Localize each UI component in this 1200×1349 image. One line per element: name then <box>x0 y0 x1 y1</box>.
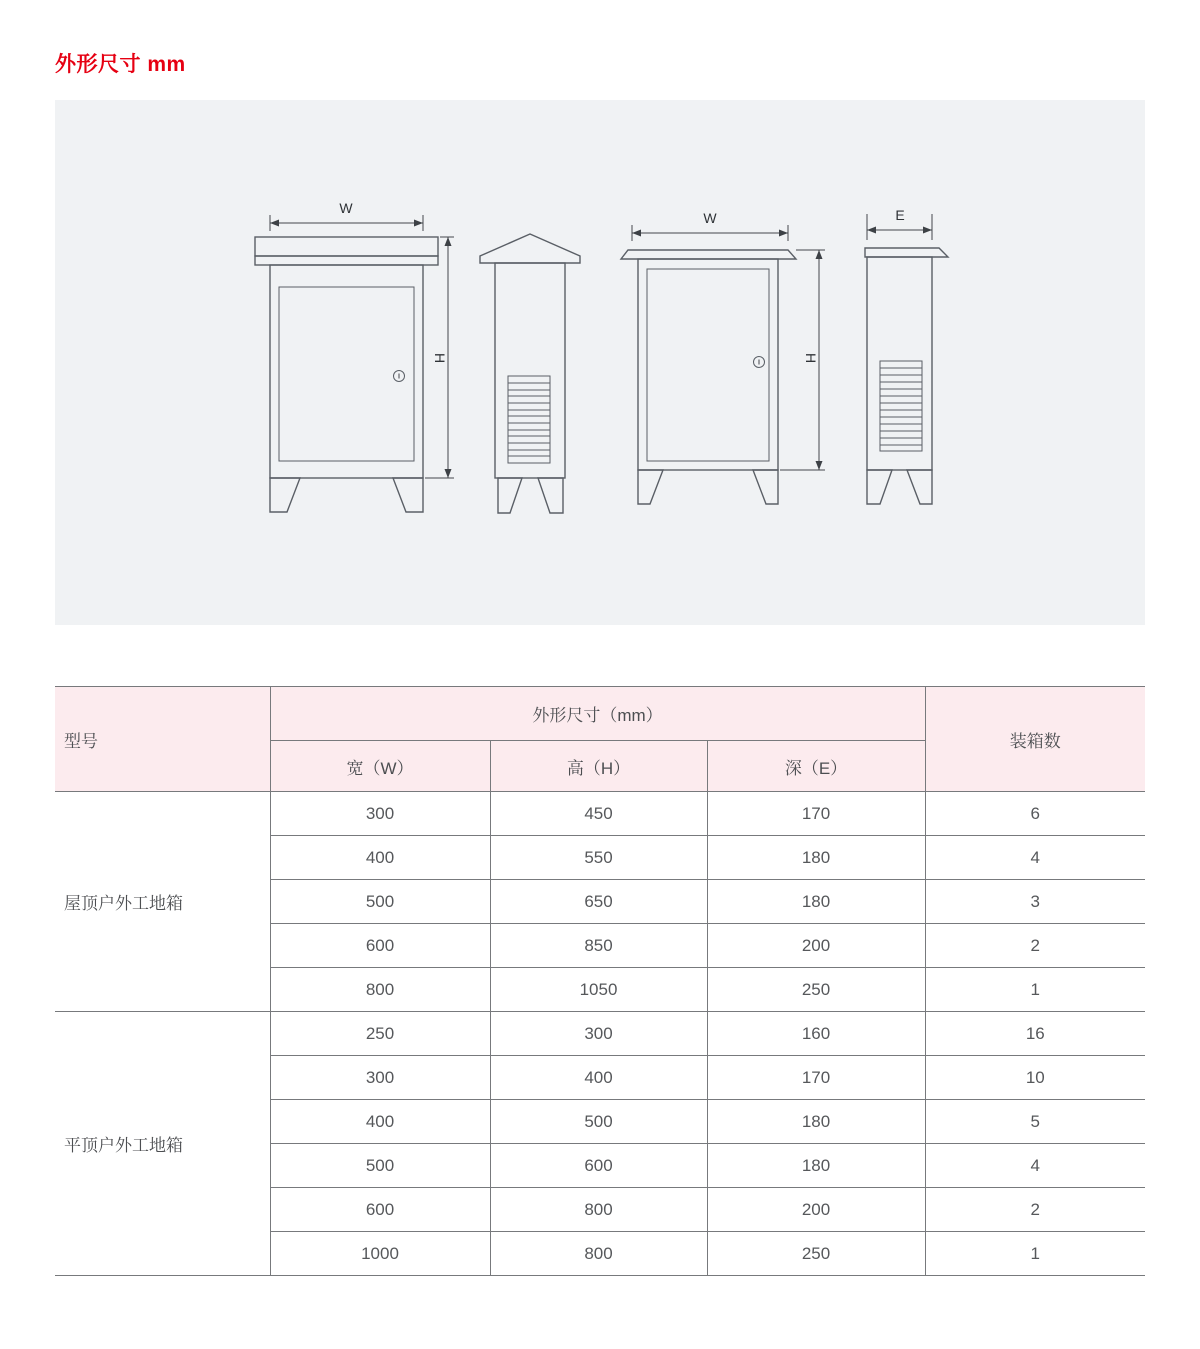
cell-height: 850 <box>490 924 707 968</box>
cell-qty: 4 <box>925 836 1145 880</box>
cell-width: 400 <box>270 836 490 880</box>
cell-height: 1050 <box>490 968 707 1012</box>
dimensions-table <box>55 686 1145 1276</box>
depth-dimension-label: E <box>895 207 905 223</box>
col-header-depth: 深（E） <box>707 741 925 792</box>
cell-depth: 170 <box>707 792 925 836</box>
col-header-width: 宽（W） <box>270 741 490 792</box>
cell-depth: 250 <box>707 968 925 1012</box>
model-group-label: 屋顶户外工地箱 <box>55 792 270 1012</box>
cell-depth: 160 <box>707 1012 925 1056</box>
cell-width: 1000 <box>270 1232 490 1276</box>
height-dimension-label: H <box>803 352 819 364</box>
cell-height: 550 <box>490 836 707 880</box>
col-header-packing-qty: 装箱数 <box>925 687 1145 792</box>
cell-qty: 1 <box>925 1232 1145 1276</box>
cell-qty: 16 <box>925 1012 1145 1056</box>
cell-height: 800 <box>490 1232 707 1276</box>
door-lock-icon <box>754 357 765 368</box>
dimension-diagram-panel <box>55 100 1145 625</box>
table-row <box>55 1012 1145 1056</box>
cell-qty: 6 <box>925 792 1145 836</box>
cell-width: 300 <box>270 792 490 836</box>
cell-width: 600 <box>270 924 490 968</box>
cell-depth: 250 <box>707 1232 925 1276</box>
cell-height: 650 <box>490 880 707 924</box>
cell-qty: 2 <box>925 924 1145 968</box>
louver-vent <box>880 361 922 451</box>
cell-qty: 3 <box>925 880 1145 924</box>
flat-box-front-view <box>621 210 825 504</box>
louver-vent <box>508 376 550 463</box>
cell-qty: 2 <box>925 1188 1145 1232</box>
col-header-height: 高（H） <box>490 741 707 792</box>
cell-qty: 5 <box>925 1100 1145 1144</box>
cell-height: 400 <box>490 1056 707 1100</box>
cell-width: 300 <box>270 1056 490 1100</box>
cell-depth: 170 <box>707 1056 925 1100</box>
height-dimension-label: H <box>432 352 448 364</box>
cell-height: 800 <box>490 1188 707 1232</box>
flat-box-side-view <box>865 207 948 504</box>
cell-height: 450 <box>490 792 707 836</box>
cell-width: 500 <box>270 1144 490 1188</box>
model-group-label: 平顶户外工地箱 <box>55 1012 270 1276</box>
width-dimension-label: W <box>703 210 717 226</box>
cell-width: 500 <box>270 880 490 924</box>
cell-depth: 180 <box>707 1144 925 1188</box>
cell-height: 300 <box>490 1012 707 1056</box>
width-dimension-label: W <box>339 200 353 216</box>
cell-width: 400 <box>270 1100 490 1144</box>
table-row <box>55 792 1145 836</box>
cell-width: 800 <box>270 968 490 1012</box>
cabinet-outline-drawings <box>55 100 1145 625</box>
page-title: 外形尺寸 mm <box>55 53 186 76</box>
cell-height: 500 <box>490 1100 707 1144</box>
cell-height: 600 <box>490 1144 707 1188</box>
cell-depth: 200 <box>707 924 925 968</box>
cell-depth: 180 <box>707 836 925 880</box>
roof-box-side-view <box>480 234 580 513</box>
cell-width: 250 <box>270 1012 490 1056</box>
cell-depth: 180 <box>707 1100 925 1144</box>
cell-width: 600 <box>270 1188 490 1232</box>
col-header-model: 型号 <box>55 687 270 792</box>
cell-qty: 10 <box>925 1056 1145 1100</box>
cell-depth: 180 <box>707 880 925 924</box>
roof-box-front-view <box>255 200 454 512</box>
col-header-outer-dims: 外形尺寸（mm） <box>270 687 925 741</box>
cell-qty: 1 <box>925 968 1145 1012</box>
cell-qty: 4 <box>925 1144 1145 1188</box>
door-lock-icon <box>394 371 405 382</box>
cell-depth: 200 <box>707 1188 925 1232</box>
